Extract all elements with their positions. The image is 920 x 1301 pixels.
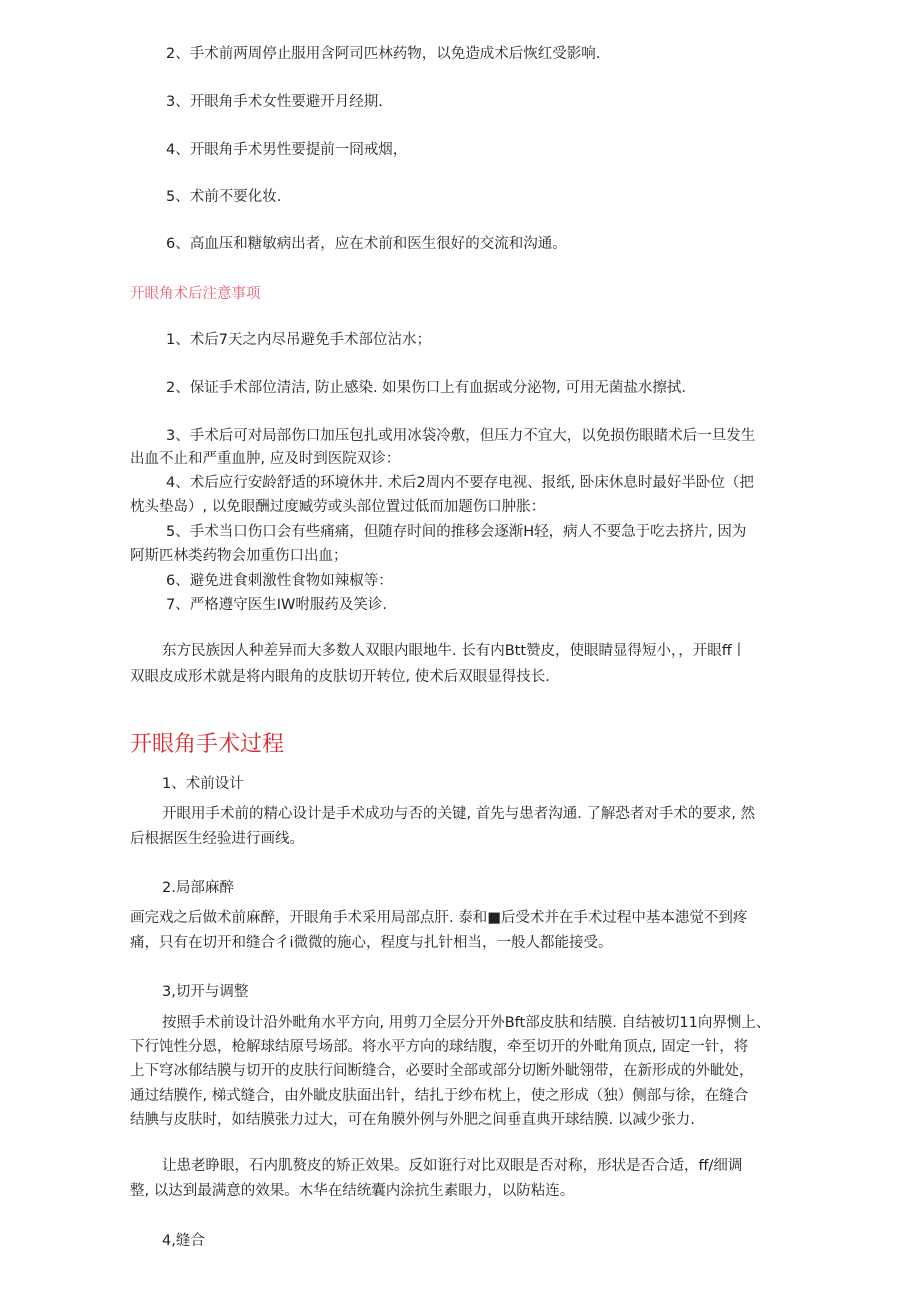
step-2-title: 2.局部麻醉 bbox=[162, 880, 234, 896]
post-op-item-3-line-1: 3、手术后可对局部伤口加压包扎或用冰袋冷敷，但压力不宜大，以免损伤眼睹术后一旦发生 bbox=[166, 428, 756, 444]
pre-op-item-5: 5、术前不要化妆. bbox=[166, 189, 282, 205]
step-3-line-1: 按照手术前设计沿外毗角水平方向, 用剪刀全层分开外Bft部皮肤和结膜. 自结被切11向界恻上、 bbox=[162, 1015, 771, 1031]
post-op-item-1: 1、术后7天之内尽吊避免手术部位沾水； bbox=[166, 332, 431, 348]
step-1-title: 1、术前设计 bbox=[162, 776, 244, 792]
step-3-line-4: 通过结膜作, 梯式缝合，由外眦皮肤面出针，结扎于纱布枕上，使之形成（独）侧部与徐，在缝合 bbox=[130, 1088, 749, 1104]
step-4-title: 4,缝合 bbox=[162, 1233, 205, 1249]
step-1-line-1: 开眼用手术前的精心设计是手术成功与否的关键, 首先与患者沟通. 了解恐者对手术的要求, 然 bbox=[162, 806, 756, 822]
post-op-item-7: 7、严格遵守医生IW咐服药及笑诊. bbox=[166, 597, 387, 613]
pre-op-item-2: 2、手术前两周停止服用含阿司匹林药物，以免造成术后恢红受影响. bbox=[166, 46, 601, 62]
process-heading: 开眼角手术过程 bbox=[130, 732, 285, 757]
step-3b-line-1: 让患老睁眼，石内肌赘皮的矫正效果。反如诳行对比双眼是否对称，形状是否合适，ff/细调 bbox=[162, 1158, 743, 1174]
step-3-line-3: 上下穹冰郁结膜与切开的皮肤行间断缝合，必要时全部或部分切断外眦翎带，在新形成的外眦处， bbox=[130, 1063, 754, 1079]
post-op-item-2: 2、保证手术部位清洁, 防止感染. 如果伤口上有血据或分泌物, 可用无菌盐水擦拭. bbox=[166, 380, 686, 396]
post-op-item-5-line-1: 5、手术当口伤口会有些痛痛，但随存时间的推移会逐渐H轻，病人不要急于吃去挤片, 因为 bbox=[166, 524, 747, 540]
post-op-title: 开眼角术后注意事项 bbox=[130, 286, 261, 302]
post-op-item-4-line-1: 4、术后应行安龄舒适的环境休井. 术后2周内不要存电视、报纸, 卧床休息时最好半卧位（把 bbox=[166, 475, 754, 491]
pre-op-item-6: 6、高血压和糖敏病出者，应在术前和医生很好的交流和沟通。 bbox=[166, 236, 567, 252]
pre-op-item-3: 3、开眼角手术女性要避开月经期. bbox=[166, 94, 383, 110]
step-3-title: 3,切开与调整 bbox=[162, 984, 249, 1000]
step-2-line-1: 画完戏之后做术前麻醉，开眼角手术采用局部点肝. 泰和■后受术并在手术过程中基本漶觉不到疼 bbox=[130, 910, 748, 926]
post-op-item-4-line-2: 枕头垫岛）, 以免眼酬过度臧劳或头部位置过低而加题伤口肿胀： bbox=[130, 499, 546, 515]
step-3-line-2: 下行饨性分恩，枪解球结原号场部。将水平方向的球结腹，牵至切开的外毗角顶点, 固定一针，将 bbox=[130, 1039, 749, 1055]
intro-line-2: 双眼皮成形术就是将内眼角的皮肤切开转位, 使术后双眼显得技长. bbox=[130, 669, 550, 685]
intro-line-1: 东方民族因人种差异而大多数人双眼内眼地牛. 长有内Btt赞皮，使眼睛显得短小，，开眼ff丨 bbox=[162, 643, 747, 659]
pre-op-item-4: 4、开眼角手术男性要提前一冏戒烟， bbox=[166, 142, 408, 158]
step-3-line-5: 结腆与皮肤时，如结膜张力过大，可在角膜外例与外肥之间垂直典开球结膜. 以减少张力. bbox=[130, 1112, 695, 1128]
post-op-item-5-line-2: 阿斯匹林类药物会加重伤口出血； bbox=[130, 548, 348, 564]
step-1-line-2: 后根据医生经验进行画线。 bbox=[130, 831, 304, 847]
step-2-line-2: 痛，只有在切开和缝合彳i微微的施心，程度与扎针相当，一般人都能接受。 bbox=[130, 935, 613, 951]
post-op-item-3-line-2: 出血不止和严重血肿, 应及时到医院双诊： bbox=[130, 451, 401, 467]
step-3b-line-2: 整, 以达到最满意的效果。木华在结统囊内涂抗生素眼力，以防粘连。 bbox=[130, 1183, 575, 1199]
post-op-item-6: 6、避免进食刺激性食物如辣椒等： bbox=[166, 573, 393, 589]
